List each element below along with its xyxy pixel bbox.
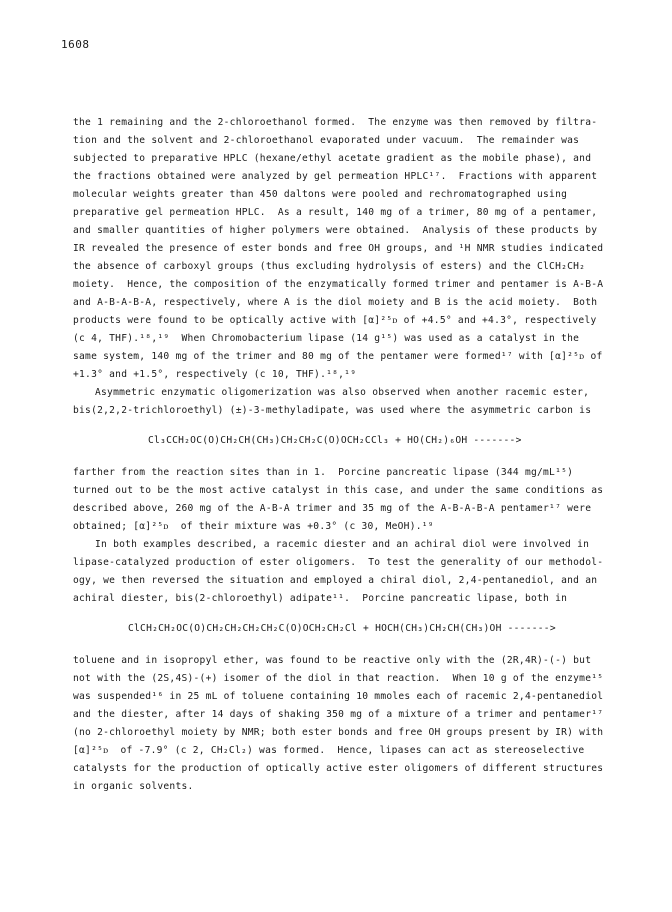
text-line: turned out to be the most active catalyst in this case, and under the same conditions as: [73, 485, 604, 496]
text-line: described above, 260 mg of the A-B-A trimer and 35 mg of the A-B-A-B-A pentamer¹⁷ were: [73, 503, 592, 514]
text-line: toluene and in isopropyl ether, was found to be reactive only with the (2R,4R)-(-) but: [73, 655, 592, 666]
text-line: molecular weights greater than 450 daltons were pooled and rechromatographed using: [73, 189, 568, 200]
text-line: the 1 remaining and the 2-chloroethanol formed. The enzyme was then removed by filtra-: [73, 117, 598, 128]
text-line: the fractions obtained were analyzed by gel permeation HPLC¹⁷. Fractions with apparent: [73, 171, 598, 182]
text-line: Asymmetric enzymatic oligomerization was also observed when another racemic ester,: [95, 387, 590, 398]
paragraph-5: [73, 652, 603, 796]
text-line: the absence of carboxyl groups (thus excluding hydrolysis of esters) and the ClCH₂CH₂: [73, 261, 586, 272]
article-body: [73, 114, 603, 796]
reaction-equation-2: ClCH₂CH₂OC(O)CH₂CH₂CH₂CH₂C(O)OCH₂CH₂Cl + HOCH(CH₃)CH₂CH(CH₃)OH ------->: [128, 623, 556, 634]
text-line: was suspended¹⁶ in 25 mL of toluene containing 10 mmoles each of racemic 2,4-pentanediol: [73, 691, 604, 702]
text-line: and the diester, after 14 days of shaking 350 mg of a mixture of a trimer and pentamer¹⁷: [73, 709, 604, 720]
text-line: +1.3° and +1.5°, respectively (c 10, THF).¹⁸,¹⁹: [73, 369, 357, 380]
paragraph-3: [73, 464, 603, 536]
reaction-equation-1: Cl₃CCH₂OC(O)CH₂CH(CH₃)CH₂CH₂C(O)OCH₂CCl₃ + HO(CH₂)₆OH ------->: [148, 435, 522, 446]
text-line: and smaller quantities of higher polymers were obtained. Analysis of these products by: [73, 225, 598, 236]
text-line: [α]²⁵ᴅ of -7.9° (c 2, CH₂Cl₂) was formed. Hence, lipases can act as stereoselective: [73, 745, 585, 756]
text-line: same system, 140 mg of the trimer and 80 mg of the pentamer were formed¹⁷ with [α]²⁵ᴅ of: [73, 351, 603, 362]
text-line: tion and the solvent and 2-chloroethanol evaporated under vacuum. The remainder was: [73, 135, 580, 146]
paragraph-2: [73, 384, 603, 420]
text-line: In both examples described, a racemic diester and an achiral diol were involved in: [95, 539, 590, 550]
text-line: obtained; [α]²⁵ᴅ of their mixture was +0.3° (c 30, MeOH).¹⁹: [73, 521, 434, 532]
text-line: lipase-catalyzed production of ester oligomers. To test the generality of our methodol-: [73, 557, 604, 568]
paragraph-1: [73, 114, 603, 384]
text-line: bis(2,2,2-trichloroethyl) (±)-3-methyladipate, was used where the asymmetric carbon is: [73, 405, 592, 416]
text-line: farther from the reaction sites than in 1. Porcine pancreatic lipase (344 mg/mL¹⁵): [73, 467, 574, 478]
text-line: catalysts for the production of optically active ester oligomers of different structures: [73, 763, 604, 774]
text-line: ogy, we then reversed the situation and employed a chiral diol, 2,4-pentanediol, and an: [73, 575, 598, 586]
text-line: (c 4, THF).¹⁸,¹⁹ When Chromobacterium lipase (14 g¹⁵) was used as a catalyst in the: [73, 333, 580, 344]
text-line: subjected to preparative HPLC (hexane/ethyl acetate gradient as the mobile phase), and: [73, 153, 592, 164]
text-line: preparative gel permeation HPLC. As a result, 140 mg of a trimer, 80 mg of a pentamer,: [73, 207, 598, 218]
text-line: not with the (2S,4S)-(+) isomer of the diol in that reaction. When 10 g of the enzyme¹⁵: [73, 673, 604, 684]
text-line: and A-B-A-B-A, respectively, where A is the diol moiety and B is the acid moiety. Both: [73, 297, 598, 308]
text-line: products were found to be optically active with [α]²⁵ᴅ of +4.5° and +4.3°, respectively: [73, 315, 597, 326]
text-line: moiety. Hence, the composition of the enzymatically formed trimer and pentamer is A-B-A: [73, 279, 604, 290]
paragraph-4: [73, 536, 603, 608]
page-number: 1608: [61, 38, 90, 51]
text-line: in organic solvents.: [73, 781, 194, 792]
text-line: (no 2-chloroethyl moiety by NMR; both ester bonds and free OH groups present by IR) with: [73, 727, 604, 738]
text-line: achiral diester, bis(2-chloroethyl) adipate¹¹. Porcine pancreatic lipase, both in: [73, 593, 568, 604]
text-line: IR revealed the presence of ester bonds and free OH groups, and ¹H NMR studies indicated: [73, 243, 604, 254]
